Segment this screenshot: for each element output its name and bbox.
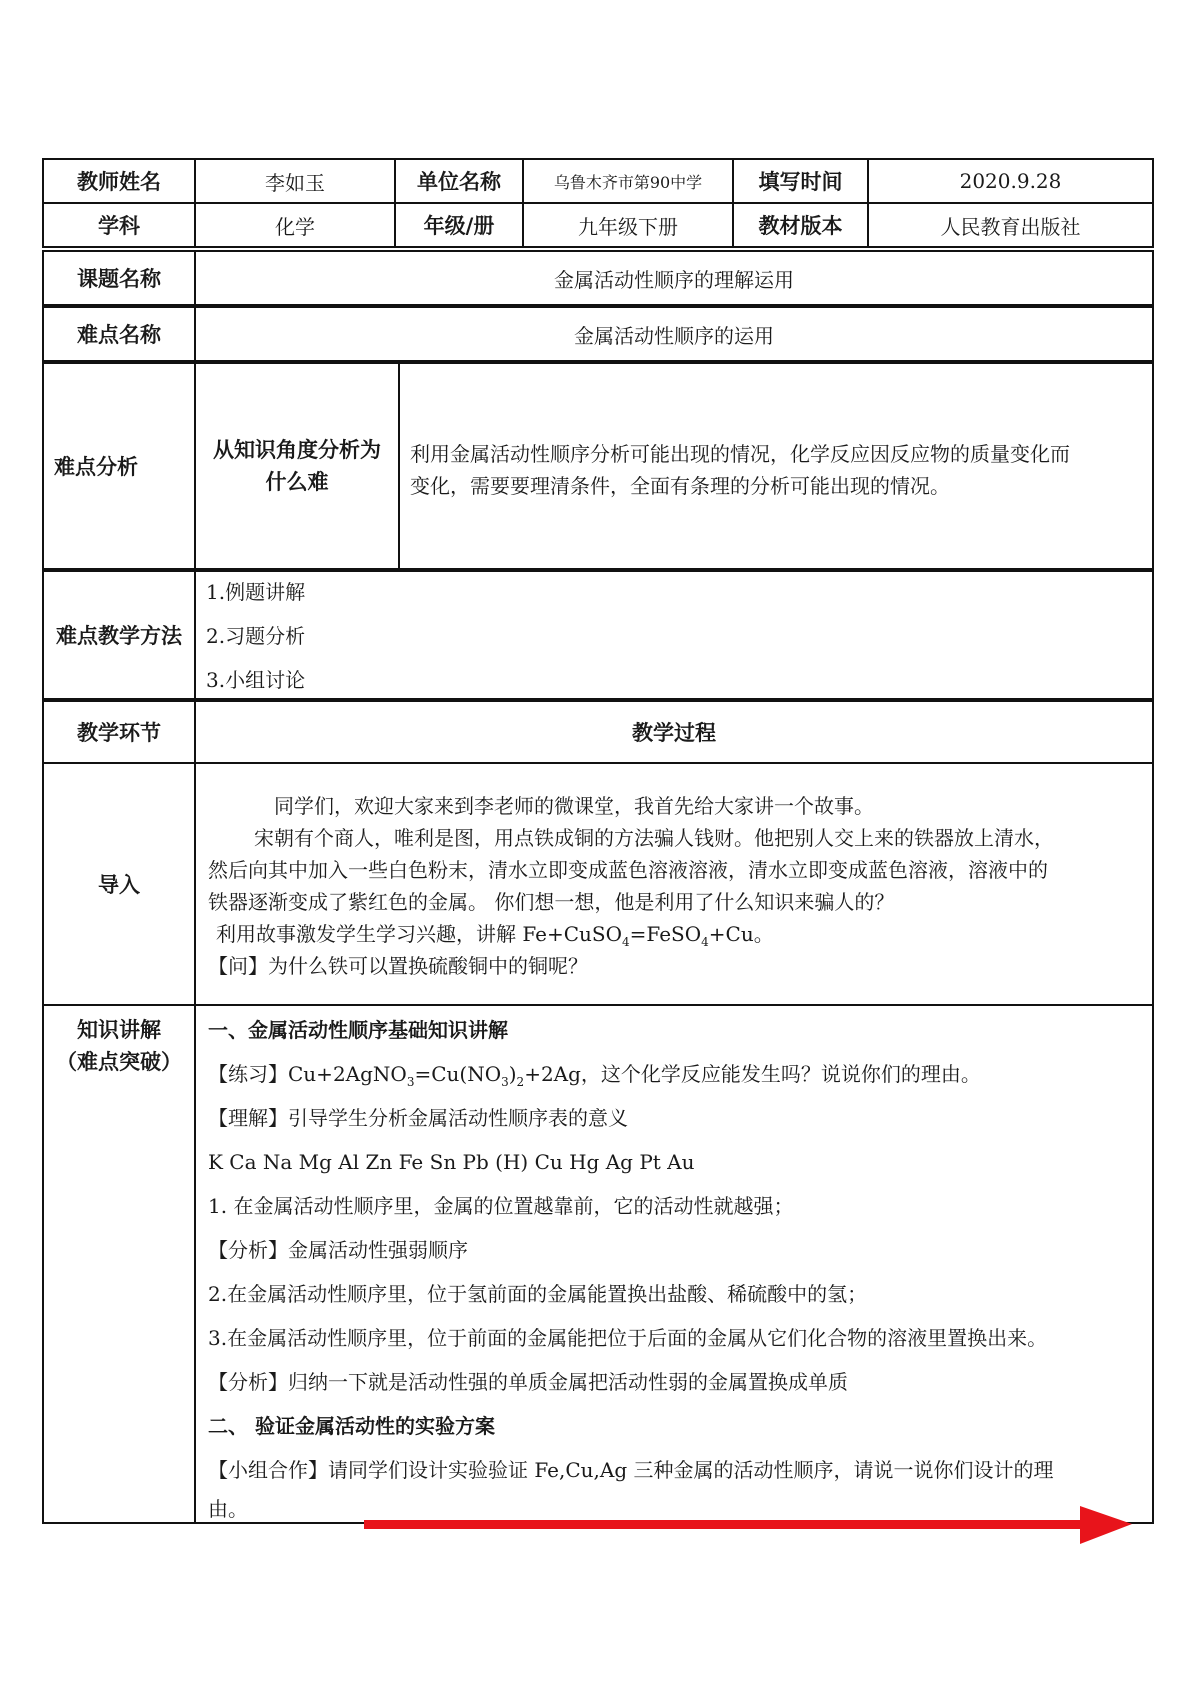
intro-row — [42, 762, 1154, 1006]
edition-label: 教材版本 — [734, 204, 869, 246]
knowledge-line-3: K Ca Na Mg Al Zn Fe Sn Pb (H) Cu Hg Ag Pt Au — [208, 1150, 695, 1174]
knowledge-line-5: 【分析】金属活动性强弱顺序 — [208, 1238, 468, 1262]
red-arrow-icon — [360, 1500, 1140, 1550]
intro-label: 导入 — [44, 764, 196, 1004]
teacher-label: 教师姓名 — [44, 160, 196, 202]
date-value: 2020.9.28 — [959, 169, 1062, 193]
intro-line-5-a: 利用故事激发学生学习兴趣，讲解 Fe+CuSO — [216, 922, 623, 946]
subject-value: 化学 — [196, 204, 396, 246]
analysis-sub-label — [196, 364, 400, 568]
difficulty-value: 金属活动性顺序的运用 — [574, 323, 774, 348]
difficulty-row — [42, 306, 1154, 362]
intro-line-4: 铁器逐渐变成了紫红色的金属。 你们想一想，他是利用了什么知识来骗人的？ — [208, 890, 895, 914]
knowledge-line-10: 由。 — [208, 1497, 248, 1521]
intro-line-3: 然后向其中加入一些白色粉末，清水立即变成蓝色溶液溶液，清水立即变成蓝色溶液，溶液中的 — [208, 858, 1048, 882]
date-label: 填写时间 — [734, 160, 869, 202]
knowledge-heading-1: 一、金属活动性顺序基础知识讲解 — [208, 1018, 508, 1042]
edition-value: 人民教育出版社 — [940, 214, 1081, 239]
red-arrow-shaft — [364, 1520, 1084, 1529]
intro-line-5-b: =FeSO — [629, 922, 702, 946]
process-title: 教学过程 — [632, 721, 716, 745]
knowledge-line-1-sub-3: 2 — [516, 1075, 525, 1089]
knowledge-line-1-c: ) — [508, 1062, 517, 1086]
knowledge-line-6: 2.在金属活动性顺序里，位于氢前面的金属能置换出盐酸、稀硫酸中的氢； — [208, 1282, 868, 1306]
intro-line-2: 宋朝有个商人，唯利是图，用点铁成铜的方法骗人钱财。他把别人交上来的铁器放上清水， — [254, 826, 1054, 850]
grade-value: 九年级下册 — [524, 204, 734, 246]
analysis-sub-label-2: 什么难 — [265, 470, 329, 494]
knowledge-line-4: 1. 在金属活动性顺序里，金属的位置越靠前，它的活动性就越强； — [208, 1194, 794, 1218]
knowledge-line-9: 【小组合作】请同学们设计实验验证 Fe,Cu,Ag 三种金属的活动性顺序，请说一说你们设计的理 — [208, 1458, 1054, 1482]
knowledge-label-1: 知识讲解 — [77, 1018, 161, 1042]
knowledge-line-1 — [208, 1058, 981, 1098]
analysis-row — [42, 362, 1154, 570]
knowledge-line-7: 3.在金属活动性顺序里，位于前面的金属能把位于后面的金属从它们化合物的溶液里置换出来。 — [208, 1326, 1048, 1350]
header-row-1 — [42, 158, 1154, 204]
knowledge-line-1-sub-1: 3 — [406, 1075, 415, 1089]
intro-line-5-sub-2: 4 — [701, 935, 709, 949]
intro-line-6: 【问】为什么铁可以置换硫酸铜中的铜呢？ — [208, 954, 588, 978]
methods-item-2: 2.习题分析 — [206, 624, 306, 648]
knowledge-line-1-sub-2: 3 — [501, 1075, 509, 1089]
subject-label: 学科 — [44, 204, 196, 246]
methods-label: 难点教学方法 — [44, 572, 196, 698]
topic-value: 金属活动性顺序的理解运用 — [554, 267, 794, 292]
intro-line-5-c: +Cu。 — [708, 922, 774, 946]
knowledge-heading-2: 二、 验证金属活动性的实验方案 — [208, 1414, 495, 1438]
unit-name: 乌鲁木齐市第90中学 — [524, 160, 734, 202]
knowledge-line-2: 【理解】引导学生分析金属活动性顺序表的意义 — [208, 1106, 628, 1130]
difficulty-label: 难点名称 — [44, 308, 196, 360]
topic-label: 课题名称 — [44, 252, 196, 304]
knowledge-label — [44, 1006, 196, 1522]
red-arrow-head — [1080, 1506, 1132, 1544]
knowledge-line-1-a: 【练习】Cu+2AgNO — [208, 1062, 407, 1086]
header-row-2 — [42, 202, 1154, 248]
grade-label: 年级/册 — [396, 204, 524, 246]
knowledge-label-2: （难点突破） — [56, 1050, 182, 1074]
knowledge-line-8: 【分析】归纳一下就是活动性强的单质金属把活动性弱的金属置换成单质 — [208, 1370, 848, 1394]
analysis-sub-label-1: 从知识角度分析为 — [213, 438, 381, 462]
topic-row — [42, 250, 1154, 306]
methods-item-1: 1.例题讲解 — [206, 580, 306, 604]
teacher-name: 李如玉 — [196, 160, 396, 202]
knowledge-line-1-d: +2Ag，这个化学反应能发生吗？说说你们的理由。 — [524, 1062, 981, 1086]
knowledge-line-1-b: =Cu(NO — [414, 1062, 502, 1086]
process-label: 教学环节 — [44, 702, 196, 762]
process-header-row — [42, 700, 1154, 764]
methods-item-3: 3.小组讨论 — [206, 668, 306, 692]
unit-label: 单位名称 — [396, 160, 524, 202]
knowledge-row — [42, 1004, 1154, 1524]
analysis-label: 难点分析 — [44, 364, 196, 568]
intro-line-1: 同学们，欢迎大家来到李老师的微课堂，我首先给大家讲一个故事。 — [274, 794, 874, 818]
analysis-text-1: 利用金属活动性顺序分析可能出现的情况，化学反应因反应物的质量变化而 — [410, 442, 1070, 466]
intro-line-5-sub-1: 4 — [622, 935, 630, 949]
analysis-text-2: 变化，需要要理清条件，全面有条理的分析可能出现的情况。 — [410, 474, 950, 498]
methods-row — [42, 570, 1154, 700]
